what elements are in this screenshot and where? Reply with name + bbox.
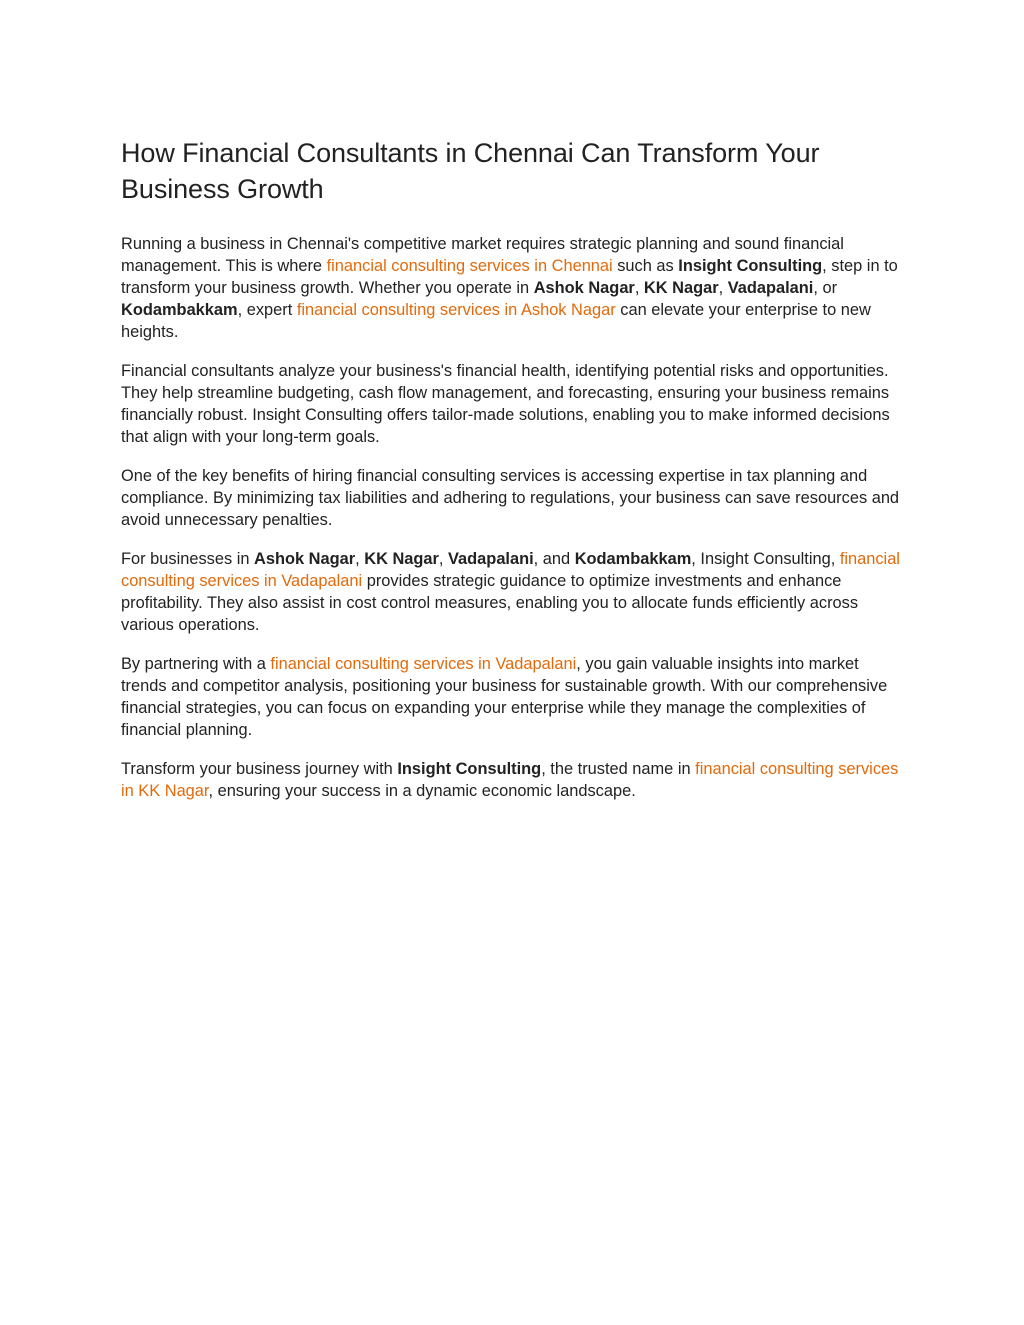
bold-text: KK Nagar: [364, 550, 439, 568]
bold-text: Kodambakkam: [574, 550, 692, 568]
text-run: provides strategic guidance to optimize investments and enhance profitability. They also assist in cost control measures, enabling you to allocate funds efficiently across various operations.: [121, 572, 859, 634]
text-run: , expert: [237, 301, 297, 319]
text-run: Running a business in Chennai's competitive market requires strategic planning and sound financial management. This is where: [121, 235, 844, 275]
bold-text: Insight Consulting: [397, 760, 542, 778]
inline-link[interactable]: financial consulting services in Vadapalani: [121, 550, 900, 590]
text-run: Transform your business journey with: [121, 760, 398, 778]
inline-link[interactable]: financial consulting services in Chennai: [326, 257, 613, 275]
bold-text: Kodambakkam: [121, 301, 238, 319]
text-run: ,: [718, 279, 728, 297]
inline-link[interactable]: financial consulting services in Ashok Nagar: [296, 301, 616, 319]
text-run: , the trusted name in: [541, 760, 696, 778]
text-run: ,: [438, 550, 449, 568]
text-run: such as: [612, 257, 679, 275]
page-title: How Financial Consultants in Chennai Can Transform Your Business Growth: [121, 138, 820, 204]
paragraph-6: [121, 758, 906, 802]
text-run: Financial consultants analyze your business's financial health, identifying potential risks and opportunities. They help streamline budgeting, cash flow management, and forecasting, ensuring your business remains financially robust. Insight Consulting offers tailor-made solutions, enabling you to make informed decisions that align with your long-term goals.: [121, 362, 890, 446]
text-run: , you gain valuable insights into market trends and competitor analysis, positioning your business for sustainable growth. With our comprehensive financial strategies, you can focus on expanding your enterprise while they manage the complexities of financial planning.: [121, 655, 888, 739]
inline-link[interactable]: financial consulting services in Vadapalani: [270, 655, 577, 673]
bold-text: Vadapalani: [727, 279, 814, 297]
bold-text: KK Nagar: [643, 279, 719, 297]
text-run: , Insight Consulting,: [691, 550, 840, 568]
text-run: , step in to transform your business growth. Whether you operate in: [121, 257, 898, 297]
text-run: , ensuring your success in a dynamic economic landscape.: [208, 782, 636, 800]
paragraph-4: [121, 548, 906, 636]
inline-link[interactable]: financial consulting services in KK Nagar: [121, 760, 899, 800]
text-run: can elevate your enterprise to new heights.: [121, 301, 871, 341]
article-body: [121, 233, 906, 802]
text-run: , and: [533, 550, 575, 568]
text-run: One of the key benefits of hiring financial consulting services is accessing expertise in tax planning and compliance. By minimizing tax liabilities and adhering to regulations, your business can save resources and avoid unnecessary penalties.: [121, 467, 900, 529]
text-run: ,: [355, 550, 365, 568]
bold-text: Ashok Nagar: [254, 550, 356, 568]
paragraph-5: [121, 653, 906, 741]
paragraph-2: [121, 360, 906, 448]
paragraph-3: [121, 465, 906, 531]
bold-text: Vadapalani: [448, 550, 534, 568]
text-run: By partnering with a: [121, 655, 271, 673]
text-run: , or: [813, 279, 838, 297]
paragraph-1: [121, 233, 906, 343]
bold-text: Insight Consulting: [678, 257, 823, 275]
text-run: ,: [634, 279, 644, 297]
bold-text: Ashok Nagar: [533, 279, 635, 297]
text-run: For businesses in: [121, 550, 255, 568]
